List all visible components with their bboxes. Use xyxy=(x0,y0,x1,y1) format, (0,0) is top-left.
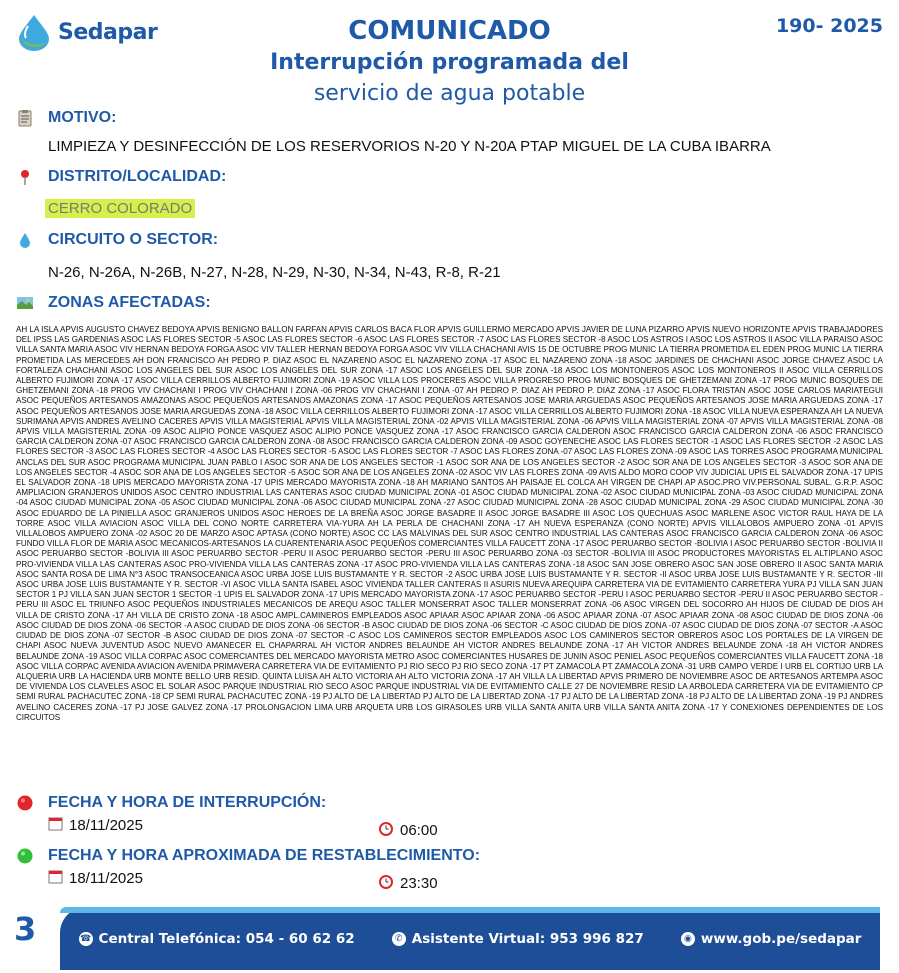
distrito-text: CERRO COLORADO xyxy=(45,199,195,218)
water-drop-icon xyxy=(16,231,34,249)
location-pin-icon xyxy=(16,168,34,186)
circuito-label: CIRCUITO O SECTOR: xyxy=(48,231,219,248)
restablecimiento-date-row xyxy=(48,869,143,888)
web-link[interactable] xyxy=(681,931,862,947)
header xyxy=(0,14,899,110)
whatsapp-text: Asistente Virtual: 953 996 827 xyxy=(411,930,644,947)
document-number: 190- 2025 xyxy=(775,15,883,37)
red-circle-icon xyxy=(16,794,34,812)
restablecimiento-date: 18/11/2025 xyxy=(69,870,143,887)
page-title: COMUNICADO xyxy=(348,16,551,46)
calendar-icon xyxy=(48,869,63,888)
page-subtitle-line1: Interrupción programada del xyxy=(270,50,629,75)
clipboard-icon xyxy=(16,109,34,127)
web-text[interactable]: www.gob.pe/sedapar xyxy=(700,930,862,947)
brand-name: Sedapar xyxy=(58,19,158,45)
circuito-text: N-26, N-26A, N-26B, N-27, N-28, N-29, N-30, N-34, N-43, R-8, R-21 xyxy=(48,264,501,281)
zonas-heading xyxy=(16,294,211,312)
phone-contact xyxy=(79,931,355,947)
motivo-heading xyxy=(16,109,116,127)
interrupcion-date: 18/11/2025 xyxy=(69,817,143,834)
zonas-label: ZONAS AFECTADAS: xyxy=(48,294,211,311)
whatsapp-contact xyxy=(392,931,644,947)
globe-icon: ◉ xyxy=(681,932,695,946)
distrito-label: DISTRITO/LOCALIDAD: xyxy=(48,168,227,185)
restablecimiento-time-row xyxy=(378,873,438,893)
distrito-heading xyxy=(16,168,226,186)
interrupcion-time: 06:00 xyxy=(400,821,438,839)
restablecimiento-time: 23:30 xyxy=(400,874,438,892)
interrupcion-time-row xyxy=(378,820,438,840)
calendar-icon xyxy=(48,816,63,835)
interrupcion-heading xyxy=(16,794,326,812)
interrupcion-date-row xyxy=(48,816,143,835)
restablecimiento-label: FECHA Y HORA APROXIMADA DE RESTABLECIMIENTO: xyxy=(48,847,481,864)
footer-contact-bar xyxy=(60,907,880,970)
phone-text: Central Telefónica: 054 - 60 62 62 xyxy=(98,930,355,947)
page-number: 3 xyxy=(14,910,37,948)
circuito-heading xyxy=(16,231,218,249)
whatsapp-icon: ✆ xyxy=(392,932,406,946)
alarm-clock-icon xyxy=(378,873,394,893)
phone-icon: ☎ xyxy=(79,933,92,944)
restablecimiento-heading xyxy=(16,847,480,865)
motivo-text: LIMPIEZA Y DESINFECCIÓN DE LOS RESERVORIOS N-20 Y N-20A PTAP MIGUEL DE LA CUBA IBARRA xyxy=(48,138,771,155)
green-circle-icon xyxy=(16,847,34,865)
interrupcion-label: FECHA Y HORA DE INTERRUPCIÓN: xyxy=(48,794,327,811)
motivo-label: MOTIVO: xyxy=(48,109,117,126)
distrito-value-wrap xyxy=(48,200,195,217)
page-subtitle-line2: servicio de agua potable xyxy=(313,81,586,106)
map-icon xyxy=(16,294,34,312)
zonas-afectadas-text: AH LA ISLA APVIS AUGUSTO CHAVEZ BEDOYA APVIS BENIGNO BALLON FARFAN APVIS CARLOS BACA FLOR APVIS GUILLERMO MERCADO APVIS JAVIER DE LUNA PIZARRO APVIS NUEVO HORIZONTE APVIS TRABAJADORES DEL IPSS LAS GARDENIAS ASOC LAS FLORES SECTOR -5 ASOC LAS FLORES SECTOR -6 ASOC LAS FLORES SECTOR -7 ASOC LAS FLORES SECTOR -8 ASOC LOS ASTROS I ASOC LOS ASTROS II ASOC VILLA PARAISO ASOC VILLA SANTA MARIA ASOC VIV HERNAN BEDOYA FORGA ASOC VIV TALLER HERNAN BEDOYA FORGA ASOC VIV VILLA CHACHANI AVIS 15 DE OCTUBRE PROG MUNIC LA TIERRA PROMETIDA EL EDEN PROG MUNIC LA TIERRA PROMETIDA LAS MERCEDES AH DON FRANCISCO AH PEDRO P. DIAZ ASOC EL NAZARENO ASOC EL NAZARENO ZONA -17 ASOC EL NAZARENO ZONA -18 ASOC JARDINES DE CHACHANI ASOC JORGE CHAVEZ ASOC LA FORTALEZA CHACHANI ASOC LOS ANGELES DEL SUR ASOC LOS ANGELES DEL SUR ZONA -17 ASOC LOS ANGELES DEL SUR ZONA -18 ASOC LOS MONTONEROS ASOC LOS MONTONEROS II ASOC VILLA CERRILLOS ALBERTO FUJIMORI ZONA -17 ASOC VILLA CERRILLOS ALBERTO FUJIMORI ZONA -19 ASOC VILLA LOS PROCERES ASOC VILLA PROGRESO PROG MUNIC BOSQUES DE GHETZEMANI ZONA -17 PROG MUNIC BOSQUES DE GHETZEMANI ZONA -18 PROG VIV CHACHANI I PROG VIV CHACHANI I ZONA -06 PROG VIV CHACHANI I ZONA -07 AH PEDRO P. DIAZ AH PEDRO P. DIAZ ZONA -17 ASOC FLORA TRISTAN ASOC JOSE CARLOS MARIATEGUI ASOC PEQUEÑOS ARTESANOS AMAZONAS ASOC PEQUEÑOS ARTESANOS AMAZONAS ZONA -17 ASOC PEQUEÑOS ARTESANOS JOSE MARIA ARGUEDAS ASOC PEQUEÑOS ARTESANOS JOSE MARIA ARGUEDAS ZONA -17 ASOC PEQUEÑOS ARTESANOS JOSE MARIA ARGUEDAS ZONA -18 ASOC VILLA CERRILLOS ALBERTO FUJIMORI ZONA -17 ASOC VILLA CERRILLOS ALBERTO FUJIMORI ZONA -18 ASOC VILLA NUEVA ESPERANZA AH LA NUEVA SURIMANA APVIS ANDRES AVELINO CACERES APVIS VILLA MAGISTERIAL APVIS VILLA MAGISTERIAL ZONA -02 APVIS VILLA MAGISTERIAL ZONA -06 APVIS VILLA MAGISTERIAL ZONA -07 APVIS VILLA MAGISTERIAL ZONA -08 APVIS VILLA MAGISTERIAL ZONA -09 ASOC ALIPIO PONCE VASQUEZ ASOC ALIPIO PONCE VASQUEZ ZONA -17 ASOC FRANCISCO GARCIA CALDERON ASOC FRANCISCO GARCIA CALDERON ZONA -06 ASOC FRANCISCO GARCIA CALDERON ZONA -07 ASOC FRANCISCO GARCIA CALDERON ZONA -08 ASOC FRANCISCO GARCIA CALDERON ZONA -09 ASOC GOYENECHE ASOC LAS FLORES SECTOR -1 ASOC LAS FLORES SECTOR -2 ASOC LAS FLORES SECTOR -3 ASOC LAS FLORES SECTOR -4 ASOC LAS FLORES SECTOR -5 ASOC LAS FLORES SECTOR -7 ASOC LAS FLORES ZONA -07 ASOC LAS FLORES ZONA -09 ASOC LAS TORRES ASOC PROGRAMA MUNICIPAL ANCLAS DEL SUR ASOC PROGRAMA MUNICIPAL JUAN PABLO I ASOC SOR ANA DE LOS ANGELES SECTOR -1 ASOC SOR ANA DE LOS ANGELES SECTOR -2 ASOC SOR ANA DE LOS ANGELES SECTOR -3 ASOC SOR ANA DE LOS ANGELES SECTOR -4 ASOC SOR ANA DE LOS ANGELES SECTOR -5 ASOC SOR ANA DE LOS ANGELES ZONA -02 ASOC VIV LAS FLORES ZONA -09 AVIS ALDO MORO COOP VIV JUDICIAL UPIS EL SALVADOR ZONA -17 UPIS EL SALVADOR ZONA -18 UPIS MERCADO MAYORISTA ZONA -17 UPIS MERCADO MAYORISTA ZONA -18 AH MARIANO SANTOS AH PAISAJE EL COLCA AH VIRGEN DE CHAPI AP ASOC.PRO VIV.PERSONAL SUBAL. G.R.P. ASOC AMPLIACION GRANJEROS UNIDOS ASOC CENTRO INDUSTRIAL LAS CANTERAS ASOC CIUDAD MUNICIPAL ZONA -01 ASOC CIUDAD MUNICIPAL ZONA -02 ASOC CIUDAD MUNICIPAL ZONA -03 ASOC CIUDAD MUNICIPAL ZONA -04 ASOC CIUDAD MUNICIPAL ZONA -05 ASOC CIUDAD MUNICIPAL ZONA -06 ASOC CIUDAD MUNICIPAL ZONA -27 ASOC CIUDAD MUNICIPAL ZONA -28 ASOC CIUDAD MUNICIPAL ZONA -29 ASOC CIUDAD MUNICIPAL ZONA -30 ASOC EDUARDO DE LA PINIELLA ASOC GRANJEROS UNIDOS ASOC HEROES DE LA BREÑA ASOC JORGE BASADRE II ASOC JORGE BASADRE III ASOC LOS QUECHUAS ASOC MARLENE ASOC VICTOR RAUL HAYA DE LA TORRE ASOC VILLA AVIACION ASOC VILLA DEL CONO NORTE CARRETERA VIA-YURA AH LA PERLA DE CHACHANI ZONA -17 AH NUEVA ESPERANZA (CONO NORTE) APVIS VILLALOBOS AMPUERO ZONA -01 APVIS VILLALOBOS AMPUERO ZONA -02 ASOC 20 DE MARZO ASOC APTASA (CONO NORTE) ASOC CC LAS MALVINAS DEL SUR ASOC CENTRO INDUSTRIAL LAS CANTERAS ASOC FRANCISCO GARCIA CALDERON ZONA -06 ASOC FUNDO VILLA FLOR DE MARIA ASOC MECANICOS-ARTESANOS LA CUARENTENARIA ASOC PEQUEÑOS COMERCIANTES VILLA FAUCETT ZONA -17 ASOC PERUARBO SECTOR -BOLIVIA I ASOC PERUARBO SECTOR -BOLIVIA II ASOC PERUARBO SECTOR -BOLIVIA III ASOC PERUARBO SECTOR -PERU II ASOC PERUARBO SECTOR -PERU III ASOC PERUARBO ZONA -03 SECTOR -BOLIVIA III ASOC PRODUCTORES MAYORISTAS EL ALTIPLANO ASOC PRO-VIVIENDA VILLA LAS CANTERAS ASOC PRO-VIVIENDA VILLA LAS CANTERAS ZONA -17 ASOC PRO-VIVIENDA VILLA LAS CANTERAS ZONA -18 ASOC SAN JOSE OBRERO ASOC SAN JOSE OBRERO II ASOC SANTA MARIA ASOC SANTA ROSA DE LIMA N°3 ASOC TRANSOCEANICA ASOC URBA JOSE LUIS BUSTAMANTE Y R. SECTOR -2 ASOC URBA JOSE LUIS BUSTAMANTE Y R. SECTOR -II ASOC URBA JOSE LUIS BUSTAMANTE Y R. SECTOR -III ASOC URBA JOSE LUIS BUSTAMANTE Y R. SECTOR -VI ASOC VILLA SANTA ISABEL ASOC VIVIENDA TALLER CANTERAS II ASURIS NUEVA AREQUIPA CARRETERA VIA DE EVITAMIENTO CARRETERA YURA PJ VILLA SAN JUAN SECTOR 1 PJ VILLA SAN JUAN SECTOR 1 SECTOR -1 UPIS EL SALVADOR ZONA -17 UPIS MERCADO MAYORISTA ZONA -17 ASOC PERUARBO SECTOR -PERU I ASOC PERUARBO SECTOR -PERU II ASOC PERUARBO SECTOR -PERU III ASOC EL TRIUNFO ASOC PEQUEÑOS INDUSTRIALES MECANICOS DE AREQU ASOC TALLER MONSERRAT ASOC TALLER MONSERRAT ZONA -06 ASOC VIRGEN DEL SOCORRO AH HIJOS DE CIUDAD DE DIOS AH VILLA DE CRISTO ZONA -17 AH VILLA DE CRISTO ZONA -18 ASOC AMPL.CAMINEROS EMPLEADOS ASOC APIAAR ASOC APIAAR ZONA -06 ASOC APIAAR ZONA -07 ASOC APIAAR ZONA -08 ASOC CIUDAD DE DIOS ZONA -06 ASOC CIUDAD DE DIOS ZONA -06 SECTOR -A ASOC CIUDAD DE DIOS ZONA -06 SECTOR -B ASOC CIUDAD DE DIOS ZONA -06 SECTOR -C ASOC CIUDAD DE DIOS ZONA -07 ASOC CIUDAD DE DIOS ZONA -07 SECTOR -A ASOC CIUDAD DE DIOS ZONA -07 SECTOR -B ASOC CIUDAD DE DIOS ZONA -07 SECTOR -C ASOC LOS CAMINEROS SECTOR EMPLEADOS ASOC LOS CAMINEROS SECTOR OBREROS ASOC LOS PORTALES DE LA VIRGEN DE CHAPI ASOC NUEVA JUVENTUD ASOC NUEVO AMANECER EL CHAPARRAL AH VICTOR ANDRES BELAUNDE AH VICTOR ANDRES BELAUNDE ZONA -17 AH VICTOR ANDRES BELAUNDE ZONA -18 AH VICTOR ANDRES BELAUNDE ZONA -19 ASOC VILLA CORPAC ASOC COMERCIANTES DEL MERCADO MAYORISTA METRO ASOC COMERCIANTES HUSARES DE JUNIN ASOC PENIEL ASOC PEQUEÑOS COMERCIANTES VILLA FAUCETT ZONA -18 ASOC VILLA CORPAC AVENIDA AVIACION AVENIDA PRIMAVERA CARRETERA VIA DE EVITAMIENTO PJ RIO SECO PJ RIO SECO ZONA -17 PT ZAMACOLA PT ZAMACOLA ZONA -31 URB CAMPO VERDE I URB EL CORTIJO URB LA ALQUERIA URB LA HACIENDA URB MONTE BELLO URB RESID. QUINTA LUISA AH ALTO VICTORIA AH ALTO VICTORIA ZONA -17 AH VILLA LA LIBERTAD APVIS PRIMERO DE NOVIEMBRE ASOC DE ARTESANOS ARTEMPA ASOC DE VIVIENDA LOS CLAVELES ASOC EL SOLAR ASOC PARQUE INDUSTRIAL RIO SECO ASOC PARQUE INDUSTRIAL VIA DE EVITAMIENTO CALLE 27 DE NOVIEMBRE RESID LA ARBOLEDA CARRETERA VIA DE EVITAMIENTO CP SEMI RURAL PACHACUTEC ZONA -18 CP SEMI RURAL PACHACUTEC ZONA -19 PJ ALTO DE LA LIBERTAD PJ ALTO DE LA LIBERTAD ZONA -17 PJ ALTO DE LA LIBERTAD ZONA -18 PJ ALTO DE LA LIBERTAD ZONA -19 PJ ANDRES AVELINO CACERES ZONA -17 PJ JOSE GALVEZ ZONA -17 PROLONGACION LIMA URB ARQUETA URB LOS GIRASOLES URB VILLA SANTA ANITA URB VILLA SANTA ANITA ZONA -17 Y CONEXIONES DEPENDIENTES DE LOS CIRCUITOS xyxy=(16,325,883,722)
alarm-clock-icon xyxy=(378,820,394,840)
